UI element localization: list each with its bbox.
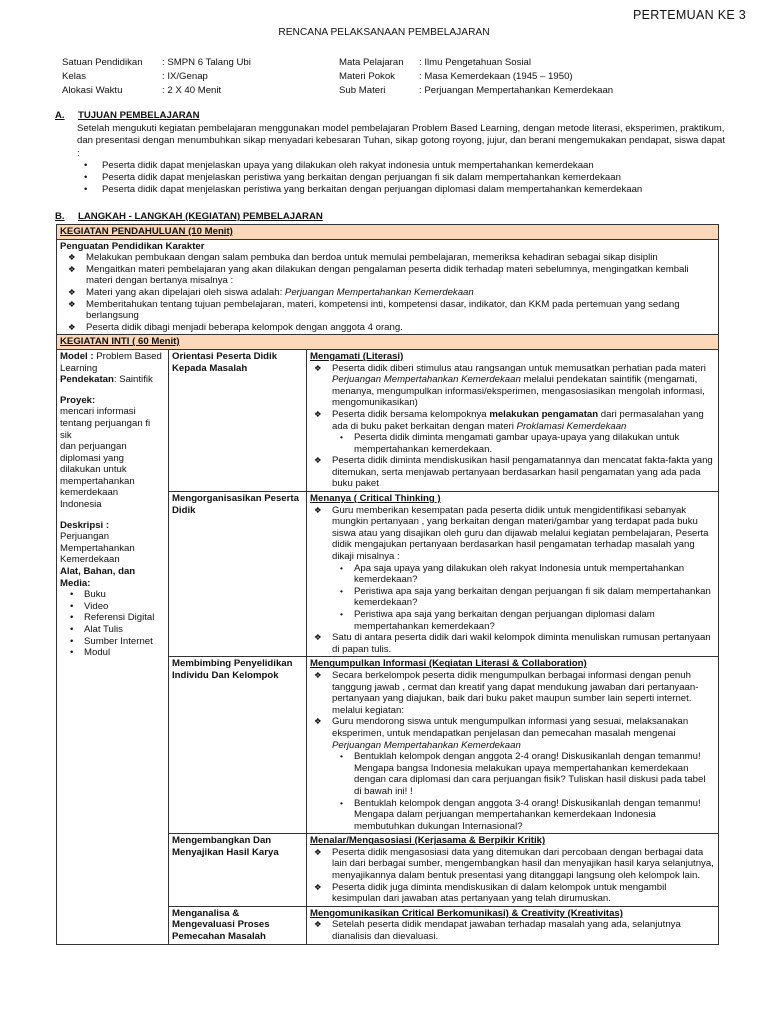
proyek-line: dan perjuangan xyxy=(60,441,127,453)
deskripsi-line: Kemerdekaan xyxy=(60,554,120,566)
pendahuluan-content xyxy=(57,239,719,335)
model-value: Problem Based Learning xyxy=(60,350,162,374)
item-text: Peserta didik dibagi menjadi beberapa kelompok dengan anggota 4 orang. xyxy=(86,321,403,333)
step-activity xyxy=(307,349,719,491)
deskripsi-line: Mempertahankan xyxy=(60,542,135,554)
identity-label: Satuan Pendidikan xyxy=(62,57,143,68)
identity-label: Mata Pelajaran xyxy=(339,57,404,68)
step-activity xyxy=(307,657,719,834)
list-item xyxy=(332,363,715,409)
identity-value: : Ilmu Pengetahuan Sosial xyxy=(419,57,532,68)
list-item xyxy=(332,409,715,455)
item-tail: melalui pendekatan saintifik (mengamati, menanya, mengumpulkan informasi/eksperimen, mengasosiasikan mengolah informasi, mengomunikasikan) xyxy=(332,374,705,409)
identity-label: Alokasi Waktu xyxy=(62,85,123,96)
list-item xyxy=(332,632,715,655)
list-item xyxy=(332,882,715,905)
activity-list xyxy=(310,363,715,491)
list-item xyxy=(86,299,715,322)
identity-value: : SMPN 6 Talang Ubi xyxy=(162,57,251,68)
activities-table xyxy=(56,224,719,945)
step-name: Membimbing Penyelidikan Individu Dan Kelompok xyxy=(169,657,307,834)
identity-value: : 2 X 40 Menit xyxy=(162,85,222,96)
activity-heading: Mengumpulkan Informasi (Kegiatan Literasi & Collaboration) xyxy=(310,658,587,670)
pendekatan-value: : Saintifik xyxy=(113,374,153,386)
media-item: • Video xyxy=(84,601,165,613)
step-name: Mengembangkan Dan Menyajikan Hasil Karya xyxy=(169,834,307,907)
item-text: Memberitahukan tentang tujuan pembelajaran, materi, kompetensi inti, kompetensi dasar, indikator, dan KKM pada pertemuan yang sedang berlangsung xyxy=(86,298,680,322)
identity-value: : IX/Genap xyxy=(162,71,208,82)
pendahuluan-list xyxy=(60,252,715,333)
step-activity xyxy=(307,906,719,944)
section-title: TUJUAN PEMBELAJARAN xyxy=(78,110,200,121)
model-label: Model : xyxy=(60,350,94,362)
list-item xyxy=(332,847,715,882)
objectives-intro: Setelah mengukuti kegiatan pembelajaran menggunakan model pembelajaran Problem Based Learning, dengan metode literasi, eksperimen, praktikum, dan presentasi dengan menumbuhkan sikap menyadari kebesaran Tuhan, sikap gotong royong, jujur, dan berani mengemukakan pendapat, siswa dapat : xyxy=(77,123,726,159)
proyek-line: sik xyxy=(60,429,72,441)
sub-item: • Peristiwa apa saja yang berkaitan dengan perjuangan fi sik dalam mempertahankan kemerdekaan? xyxy=(354,586,715,609)
document-title: RENCANA PELAKSANAAN PEMBELAJARAN xyxy=(278,27,490,38)
item-text: Peserta didik diberi stimulus atau rangsangan untuk memusatkan perhatian pada materi xyxy=(332,362,706,374)
item-text: Melakukan pembukaan dengan salam pembuka dan berdoa untuk memulai pembelajaran, memeriksa kehadiran sebagai sikap disiplin xyxy=(86,252,658,264)
sub-item: • Apa saja upaya yang dilakukan oleh rakyat Indonesia untuk mempertahankan kemerdekaan? xyxy=(354,563,715,586)
list-item xyxy=(332,716,715,832)
list-item xyxy=(86,264,715,287)
item-text: Guru memberikan kesempatan pada peserta didik untuk mengidentifikasi sebanyak mungkin pertanyaan , yang berkaitan dengan materi/gambar yang terdapat pada buku siswa atau yang disajikan oleh guru dan dijawab melalui kegiatan pembelajaran, Peserta didik mengajukan pertanyaan berdasarkan hasil pengamatan terhadap masalah yang dikaji misalnya : xyxy=(332,504,709,563)
item-text: Guru mendorong siswa untuk mengumpulkan informasi yang sesuai, melaksanakan eksperimen, untuk mendapatkan penjelasan dan pemecahan masalah mengenai xyxy=(332,716,689,739)
identity-block xyxy=(62,56,722,98)
activity-list xyxy=(310,919,715,942)
list-item xyxy=(332,919,715,942)
sub-item: • Bentuklah kelompok dengan anggota 3-4 orang! Diskusikanlah dengan temanmu! Mengapa dalam perjuangan mempertahankan kemerdekaan Indonesia membutuhkan dukungan Internasional? xyxy=(354,798,715,833)
proyek-line: diplomasi yang xyxy=(60,452,124,464)
item-bold: melakukan pengamatan xyxy=(489,408,599,420)
item-text: Secara berkelompok peserta didik mengumpulkan berbagai informasi dengan penuh tanggung jawab , cermat dan kreatif yang dapat mendukung jawaban dari pertanyaan-pertanyaan yang diajukan, baik dari buku paket maupun sumber lain seperti internet. melalui kegiatan: xyxy=(332,669,699,716)
item-tail: dari permasalahan yang ada di buku paket berkaitan dengan materi xyxy=(332,408,704,432)
step-name: Menganalisa & Mengevaluasi Proses Pemecahan Masalah xyxy=(169,906,307,944)
item-text: Mengaitkan materi pembelajaran yang akan dilakukan dengan pengalaman peserta didik terhadap materi sebelumnya, mengingatkan kembali materi dengan bertanya misalnya : xyxy=(86,263,689,287)
pendahuluan-band: KEGIATAN PENDAHULUAN (10 Menit) xyxy=(57,225,719,240)
media-item: • Buku xyxy=(84,589,165,601)
proyek-line: mempertahankan xyxy=(60,475,135,487)
identity-value: : Masa Kemerdekaan (1945 – 1950) xyxy=(419,71,573,82)
identity-label: Kelas xyxy=(62,71,86,82)
item-text: Setelah peserta didik mendapat jawaban terhadap masalah yang ada, selanjutnya dianalisis dan dievaluasi. xyxy=(332,919,681,943)
deskripsi-label: Deskripsi : xyxy=(60,519,110,531)
alat-label: Alat, Bahan, dan Media: xyxy=(60,566,136,589)
item-italic: Perjuangan Mempertahankan Kemerdekaan xyxy=(332,374,521,386)
item-text: Peserta didik mengasosiasi data yang ditemukan dari percobaan dengan berbagai data lain dari berbagai sumber, mengembangkan hasil dan menyajikan hasil karya selanjutnya, menyajikannya dalam bentuk presentasi yang ditanggapi langsung oleh kelompok lain. xyxy=(332,846,714,882)
item-text: Peserta didik diminta mendiskusikan hasil pengamatannya dan mencatat fakta-fakta yang ditemukan, serta menjawab pertanyaan berdasarkan hasil pengamatan yang ada pada buku paket xyxy=(332,455,713,490)
objective-item: • Peserta didik dapat menjelaskan peristiwa yang berkaitan dengan perjuangan diplomasi dalam mempertahankan kemerdekaan xyxy=(102,184,725,196)
activity-heading: Mengomunikasikan Critical Berkomunikasi) & Creativity (Kreativitas) xyxy=(310,907,623,919)
identity-value: : Perjuangan Mempertahankan Kemerdekaan xyxy=(419,85,614,96)
proyek-line: mencari informasi xyxy=(60,406,136,418)
section-steps-heading xyxy=(55,211,323,222)
list-item xyxy=(86,287,715,299)
section-heading xyxy=(55,110,725,121)
media-item: • Referensi Digital xyxy=(84,612,165,624)
character-title: Penguatan Pendidikan Karakter xyxy=(60,240,205,252)
media-list xyxy=(60,589,165,659)
item-italic: Perjuangan Mempertahankan Kemerdekaan xyxy=(332,739,521,751)
item-text: Satu di antara peserta didik dari wakil kelompok diminta menuliskan rumusan pertanyaan di papan tulis. xyxy=(332,632,711,655)
list-item xyxy=(332,670,715,716)
sub-list xyxy=(332,432,715,455)
identity-row xyxy=(62,84,722,98)
list-item xyxy=(332,455,715,490)
activity-heading: Mengamati (Literasi) xyxy=(310,350,404,362)
sub-item: • Peristiwa apa saja yang berkaitan dengan perjuangan diplomasi dalam mempertahankan kemerdekaan? xyxy=(354,609,715,632)
step-name: Mengorganisasikan Peserta Didik xyxy=(169,492,307,657)
proyek-line: dilakukan untuk xyxy=(60,464,127,476)
sub-item: • Peserta didik diminta mengamati gambar upaya-upaya yang dilakukan untuk mempertahankan kemerdekaan. xyxy=(354,432,715,455)
activity-list xyxy=(310,670,715,832)
item-italic: Perjuangan Mempertahankan Kemerdekaan xyxy=(284,286,474,298)
step-name: Orientasi Peserta Didik Kepada Masalah xyxy=(169,349,307,491)
inti-band: KEGIATAN INTI ( 60 Menit) xyxy=(57,335,719,350)
section-letter: B. xyxy=(55,211,65,222)
media-item: • Alat Tulis xyxy=(84,624,165,636)
activity-heading: Menalar/Mengasosiasi (Kerjasama & Berpikir Kritik) xyxy=(310,835,546,847)
media-item: • Sumber Internet xyxy=(84,636,165,648)
objective-item: • Peserta didik dapat menjelaskan peristiwa yang berkaitan dengan perjuangan fi sik dalam mempertahankan kemerdekaan xyxy=(102,172,725,184)
item-italic: Proklamasi Kemerdekaan xyxy=(516,420,627,432)
proyek-line: Indonesia xyxy=(60,499,102,511)
list-item xyxy=(86,322,715,334)
section-title: LANGKAH - LANGKAH (KEGIATAN) PEMBELAJARAN xyxy=(78,211,323,222)
pendekatan-label: Pendekatan xyxy=(60,374,114,386)
identity-label: Sub Materi xyxy=(339,85,386,96)
activity-heading: Menanya ( Critical Thinking ) xyxy=(310,493,441,505)
step-activity xyxy=(307,834,719,907)
step-activity xyxy=(307,492,719,657)
item-text: Peserta didik bersama kelompoknya xyxy=(332,408,490,420)
deskripsi-line: Perjuangan xyxy=(60,531,110,543)
activity-list xyxy=(310,847,715,905)
list-item xyxy=(86,252,715,264)
proyek-label: Proyek: xyxy=(60,394,96,406)
item-text: Materi yang akan dipelajari oleh siswa adalah: xyxy=(86,286,285,298)
list-item xyxy=(332,505,715,633)
section-objectives xyxy=(55,110,725,197)
item-text: Peserta didik juga diminta mendiskusikan di dalam kelompok untuk mengambil kesimpulan dari jawaban atas pertanyaan yang telah dirumuskan. xyxy=(332,881,667,905)
inti-sidebar xyxy=(57,349,169,944)
sub-list xyxy=(332,751,715,832)
proyek-line: kemerdekaan xyxy=(60,487,119,499)
identity-row xyxy=(62,56,722,70)
identity-label: Materi Pokok xyxy=(339,71,395,82)
sub-item: • Bentuklah kelompok dengan anggota 2-4 orang! Diskusikanlah dengan temanmu! Mengapa bangsa Indonesia melakukan upaya mempertahankan kemerdekaan dengan cara diplomasi dan cara perjuangan fisik? Tuliskan hasil diskusi pada tabel di bawah ini! ! xyxy=(354,751,715,797)
identity-row xyxy=(62,70,722,84)
activity-list xyxy=(310,505,715,656)
sub-list xyxy=(332,563,715,633)
proyek-line: tentang perjuangan fi xyxy=(60,417,151,429)
section-letter: A. xyxy=(55,110,65,121)
objective-item: • Peserta didik dapat menjelaskan upaya yang dilakukan oleh rakyat indonesia untuk mempertahankan kemerdekaan xyxy=(102,160,725,172)
media-item: • Modul xyxy=(84,647,165,659)
objectives-list xyxy=(55,160,725,197)
meeting-label: PERTEMUAN KE 3 xyxy=(632,8,746,22)
